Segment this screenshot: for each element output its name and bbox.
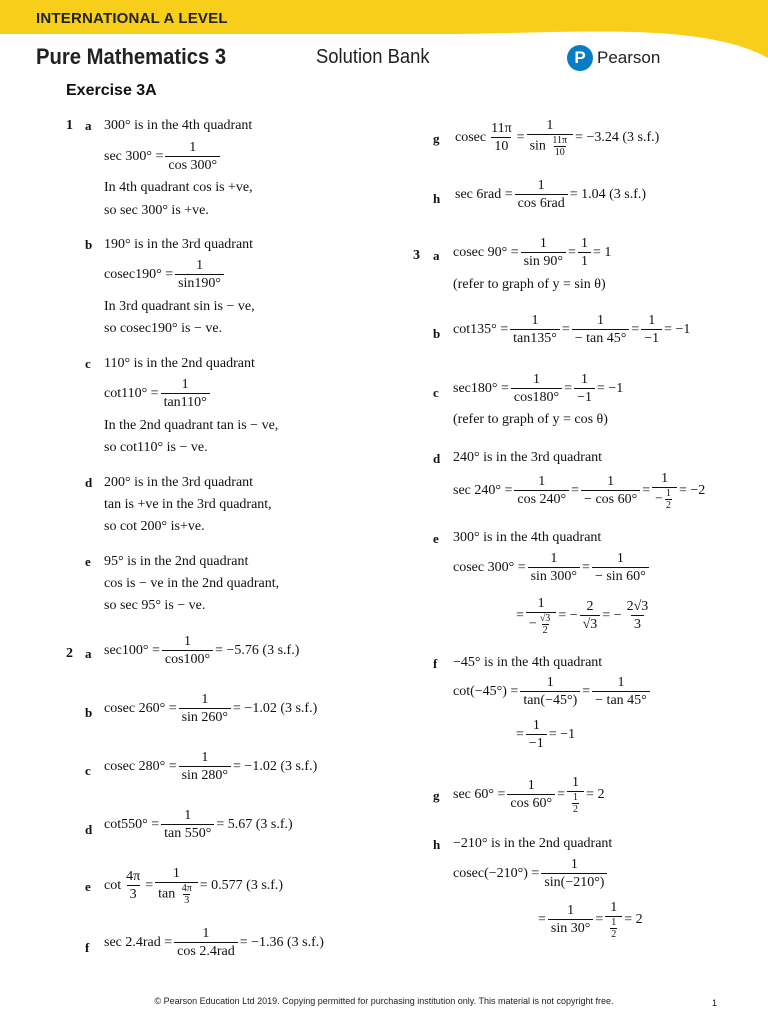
- part-label: d: [433, 451, 441, 466]
- fraction: $\frac{1}{\sin 260^\circ}$: [179, 692, 231, 726]
- statement: so cot 200° is+ve.: [104, 519, 205, 534]
- pearson-logo: [567, 45, 660, 71]
- part-label: h: [433, 191, 441, 206]
- fraction: $\frac{4\pi}{3}$: [126, 869, 141, 902]
- part-label: g: [433, 131, 440, 146]
- fraction: $\frac{2√3}{3}$: [626, 599, 649, 632]
- statement: In 3rd quadrant sin is − ve,: [104, 299, 255, 314]
- fraction: $\frac{1}{\cos 300^\circ}$: [165, 140, 220, 174]
- fraction: $\frac{1}{\text{cos 6rad}}$: [515, 178, 568, 212]
- part-label: b: [85, 705, 93, 720]
- statement: In 4th quadrant cos is +ve,: [104, 180, 253, 195]
- fraction: $\frac{1}{\tan 135^\circ}$: [510, 313, 560, 347]
- fraction: $\frac{1}{\tan 110^\circ}$: [161, 377, 210, 411]
- equation: cosec 90° = $\frac{1}{\sin 90^\circ}$ = $\frac{1}{1}$ = 1: [453, 236, 612, 269]
- part-label: g: [433, 788, 440, 803]
- fraction: $\frac{1}{\sin 190^\circ}$: [175, 258, 224, 292]
- fraction: $\frac{11\pi}{10}$: [491, 121, 512, 154]
- small-fraction: $\frac{√3}{2}$: [539, 613, 551, 636]
- fraction: $\frac{1}{\cos 100^\circ}$: [162, 634, 213, 668]
- part-label: c: [85, 763, 91, 778]
- pearson-logo-text: Pearson: [597, 48, 661, 67]
- fraction: $\frac{1}{\cos 60^\circ}$: [507, 778, 555, 812]
- equation: sec 240° = $\frac{1}{\cos 240^\circ}$ = $\frac{1}{- \cos 60^\circ}$ = 1 − $\frac{1}{2}$ = −2: [453, 471, 706, 511]
- fraction: $\frac{1}{1}$: [578, 236, 591, 270]
- subject-title: Pure Mathematics 3: [36, 44, 227, 69]
- part-label: b: [85, 237, 93, 252]
- fraction: 1 − $\frac{1}{2}$: [652, 471, 677, 511]
- fraction: $\frac{1}{-1}$: [641, 313, 662, 347]
- part-label: a: [85, 646, 92, 661]
- part-label: a: [85, 118, 92, 133]
- equation: sec 2.4rad = $\frac{1}{\text{cos 2.4rad}}$ = −1.36 (3 s.f.): [104, 926, 324, 959]
- fraction: 1 tan $\frac{4\pi}{3}$: [155, 866, 198, 906]
- part-label: d: [85, 475, 93, 490]
- part-label: h: [433, 837, 441, 852]
- fraction: $\frac{1}{- \tan 45^\circ}$: [572, 313, 630, 347]
- part-label: d: [85, 822, 93, 837]
- equation: cot110° = $\frac{1}{\tan 110^\circ}$: [104, 377, 212, 411]
- fraction: $\frac{1}{- \sin 60^\circ}$: [592, 551, 649, 585]
- equation: sec 60° = $\frac{1}{\cos 60^\circ}$ = $\frac{1}{\frac{1}{2}}$ = 2: [453, 775, 605, 815]
- part-label: e: [85, 554, 91, 569]
- statement: (refer to graph of y = cos θ): [453, 412, 608, 427]
- equation: cosec $\frac{11\pi}{10}$ = 1 sin $\frac{11\pi}{10}$ = −3.24 (3 s.f.): [455, 118, 660, 158]
- fraction: $\frac{1}{\sin 90^\circ}$: [521, 236, 566, 270]
- small-fraction: $\frac{11\pi}{10}$: [552, 135, 568, 158]
- equation: cot135° = $\frac{1}{\tan 135^\circ}$ = $\frac{1}{- \tan 45^\circ}$ = $\frac{1}{-1}$ = −1: [453, 313, 691, 346]
- page-number: 1: [712, 998, 718, 1008]
- fraction: $\frac{1}{\sin(-210^\circ)}$: [541, 857, 607, 891]
- equation: sec 300° = $\frac{1}{\cos 300^\circ}$: [104, 140, 222, 174]
- fraction: $\frac{1}{\cos 240^\circ}$: [514, 474, 569, 508]
- fraction: $\frac{1}{-1}$: [574, 372, 595, 406]
- fraction: 1 − $\frac{√3}{2}$: [526, 596, 556, 636]
- equation: cosec 280° = $\frac{1}{\sin 280^\circ}$ = −1.02 (3 s.f.): [104, 750, 318, 783]
- statement: −45° is in the 4th quadrant: [453, 655, 603, 670]
- equation: = 1 − $\frac{√3}{2}$ = − $\frac{2}{√3}$ = − $\frac{2√3}{3}$: [516, 596, 653, 636]
- equation: cot550° = $\frac{1}{\tan 550^\circ}$ = 5.67 (3 s.f.): [104, 808, 293, 841]
- equation: cosec 260° = $\frac{1}{\sin 260^\circ}$ = −1.02 (3 s.f.): [104, 692, 318, 725]
- statement: 300° is in the 4th quadrant: [453, 530, 602, 545]
- statement: so cot110° is − ve.: [104, 440, 208, 455]
- solution-bank-label: Solution Bank: [316, 46, 430, 68]
- equation: cot $\frac{4\pi}{3}$ = 1 tan $\frac{4\pi}{3}$ = 0.577 (3 s.f.): [104, 866, 284, 906]
- pearson-logo-icon: P: [567, 45, 593, 71]
- statement: 190° is in the 3rd quadrant: [104, 237, 254, 252]
- part-label: e: [433, 531, 439, 546]
- statement: In the 2nd quadrant tan is − ve,: [104, 418, 279, 433]
- fraction: $\frac{1}{- \tan 45^\circ}$: [592, 675, 650, 709]
- fraction: $\frac{1}{\cos 180^\circ}$: [511, 372, 562, 406]
- statement: 200° is in the 3rd quadrant: [104, 475, 254, 490]
- fraction: $\frac{1}{\text{cos 2.4rad}}$: [174, 926, 238, 960]
- small-fraction: $\frac{1}{2}$: [611, 917, 617, 940]
- fraction: $\frac{1}{\frac{1}{2}}$: [605, 900, 622, 940]
- part-label: f: [433, 656, 438, 671]
- equation: sec 6rad = $\frac{1}{\text{cos 6rad}}$ = 1.04 (3 s.f.): [455, 178, 647, 211]
- fraction: 1 sin $\frac{11\pi}{10}$: [527, 118, 574, 158]
- small-fraction: $\frac{1}{2}$: [573, 792, 579, 815]
- statement: so sec 95° is − ve.: [104, 598, 206, 613]
- fraction: $\frac{1}{-1}$: [526, 718, 547, 752]
- level-label: INTERNATIONAL A LEVEL: [36, 10, 228, 27]
- fraction: $\frac{1}{- \cos 60^\circ}$: [581, 474, 640, 508]
- equation: = $\frac{1}{-1}$ = −1: [516, 718, 576, 751]
- question-number: 3: [413, 248, 420, 263]
- statement: so cosec190° is − ve.: [104, 321, 223, 336]
- part-label: b: [433, 326, 441, 341]
- statement: 95° is in the 2nd quadrant: [104, 554, 249, 569]
- exercise-title: Exercise 3A: [66, 82, 157, 99]
- statement: so sec 300° is +ve.: [104, 203, 209, 218]
- fraction: $\frac{2}{√3}$: [580, 599, 601, 633]
- equation: cosec190° = $\frac{1}{\sin 190^\circ}$: [104, 258, 226, 292]
- part-label: e: [85, 879, 91, 894]
- small-fraction: $\frac{4\pi}{3}$: [181, 883, 192, 906]
- equation: cosec(−210°) = $\frac{1}{\sin(-210^\circ)}$: [453, 857, 609, 891]
- part-label: c: [85, 356, 91, 371]
- statement: (refer to graph of y = sin θ): [453, 277, 606, 292]
- question-number: 1: [66, 118, 73, 133]
- equation: cot(−45°) = $\frac{1}{\tan(-45^\circ)}$ = $\frac{1}{- \tan 45^\circ}$: [453, 675, 652, 709]
- statement: cos is − ve in the 2nd quadrant,: [104, 576, 280, 591]
- equation: sec100° = $\frac{1}{\cos 100^\circ}$ = −5.76 (3 s.f.): [104, 634, 300, 667]
- fraction: $\frac{1}{\tan(-45^\circ)}$: [520, 675, 580, 709]
- part-label: a: [433, 248, 440, 263]
- statement: tan is +ve in the 3rd quadrant,: [104, 497, 272, 512]
- fraction: $\frac{1}{\sin 280^\circ}$: [179, 750, 231, 784]
- fraction: $\frac{1}{\frac{1}{2}}$: [567, 775, 584, 815]
- statement: 240° is in the 3rd quadrant: [453, 450, 603, 465]
- fraction: $\frac{1}{\sin 300^\circ}$: [528, 551, 580, 585]
- small-fraction: $\frac{1}{2}$: [666, 488, 672, 511]
- part-label: c: [433, 385, 439, 400]
- statement: 110° is in the 2nd quadrant: [104, 356, 255, 371]
- fraction: $\frac{1}{\tan 550^\circ}$: [161, 808, 214, 842]
- equation: sec180° = $\frac{1}{\cos 180^\circ}$ = $\frac{1}{-1}$ = −1: [453, 372, 624, 405]
- statement: −210° is in the 2nd quadrant: [453, 836, 613, 851]
- statement: 300° is in the 4th quadrant: [104, 118, 253, 133]
- copyright-footer: © Pearson Education Ltd 2019. Copying permitted for purchasing institution only. This material is not copyright free.: [154, 996, 614, 1006]
- equation: cosec 300° = $\frac{1}{\sin 300^\circ}$ = $\frac{1}{- \sin 60^\circ}$: [453, 551, 651, 585]
- part-label: f: [85, 940, 90, 955]
- question-number: 2: [66, 646, 73, 661]
- fraction: $\frac{1}{\sin 30^\circ}$: [548, 903, 593, 937]
- equation: = $\frac{1}{\sin 30^\circ}$ = $\frac{1}{\frac{1}{2}}$ = 2: [538, 900, 643, 940]
